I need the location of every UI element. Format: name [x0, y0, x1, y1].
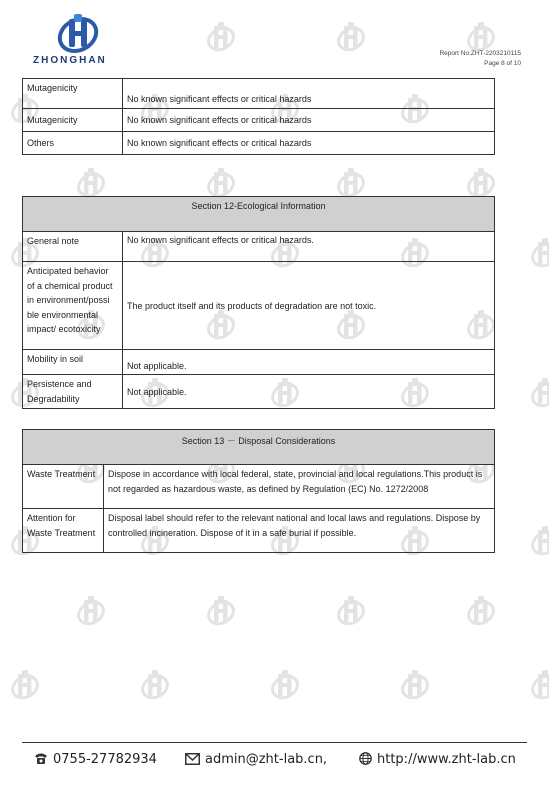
section-12-table — [22, 196, 495, 409]
watermark-logo-icon — [336, 596, 366, 628]
toxicology-continuation-table — [22, 78, 495, 155]
watermark-logo-icon — [10, 670, 40, 702]
table-row — [23, 375, 495, 409]
watermark-logo-icon — [466, 596, 496, 628]
table-row — [23, 465, 495, 509]
watermark-logo-icon — [530, 670, 549, 702]
row-label: Mutagenicity — [23, 79, 123, 109]
section-13-table — [22, 429, 495, 553]
table-row — [23, 109, 495, 132]
table-row — [23, 79, 495, 109]
phone-number: 0755-27782934 — [53, 752, 157, 767]
brand-name: ZHONGHAN — [33, 55, 107, 66]
envelope-icon — [185, 753, 200, 765]
watermark-logo-icon — [336, 22, 366, 54]
row-label: Waste Treatment — [23, 465, 104, 509]
phone-icon — [34, 752, 48, 765]
table-row — [23, 350, 495, 375]
row-label: Attention for Waste Treatment — [23, 509, 104, 553]
row-value: Not applicable. — [123, 350, 495, 375]
watermark-logo-icon — [530, 378, 549, 410]
table-row — [23, 232, 495, 262]
report-info — [439, 49, 521, 69]
row-label: Persistence and Degradability — [23, 375, 123, 409]
zhonghan-logo-icon — [56, 13, 100, 53]
row-value: Not applicable. — [123, 375, 495, 409]
footer-website — [359, 752, 516, 767]
watermark-logo-icon — [530, 526, 549, 558]
watermark-logo-icon — [206, 596, 236, 628]
table-row — [23, 262, 495, 350]
row-value: No known significant effects or critical hazards. — [123, 232, 495, 262]
row-value: The product itself and its products of degradation are not toxic. — [123, 262, 495, 350]
footer-phone — [34, 752, 157, 767]
section-header — [23, 197, 495, 232]
row-label: Anticipated behavior of a chemical product in environment/possi ble environmental impact/ ecotoxicity — [23, 262, 123, 350]
row-value: Dispose in accordance with local federal, state, provincial and local regulations.This product is not regarded as hazardous waste, as defined by Regulation (EC) No. 1272/2008 — [104, 465, 495, 509]
row-label: Mobility in soil — [23, 350, 123, 375]
footer-divider — [22, 742, 527, 743]
section-header — [23, 430, 495, 465]
watermark-logo-icon — [400, 670, 430, 702]
row-value: Disposal label should refer to the relevant national and local laws and regulations. Dispose by controlled incineration. Dispose of it in a safe burial if possible. — [104, 509, 495, 553]
row-label: Mutagenicity — [23, 109, 123, 132]
section-title: Section 12-Ecological Information — [23, 197, 495, 232]
watermark-logo-icon — [76, 596, 106, 628]
page-number: Page 8 of 10 — [484, 60, 521, 67]
watermark-logo-icon — [140, 670, 170, 702]
email-address: admin@zht-lab.cn, — [205, 752, 328, 767]
row-value: No known significant effects or critical hazards — [123, 79, 495, 109]
watermark-logo-icon — [530, 238, 549, 270]
report-number: Report No:ZHT-2203210115 — [439, 50, 521, 57]
globe-icon — [359, 752, 372, 765]
row-value: No known significant effects or critical hazards — [123, 132, 495, 155]
row-label: Others — [23, 132, 123, 155]
table-row — [23, 132, 495, 155]
table-row — [23, 509, 495, 553]
website-url: http://www.zht-lab.cn — [377, 752, 516, 767]
watermark-logo-icon — [270, 670, 300, 702]
section-title: Section 13 － Disposal Considerations — [23, 430, 495, 465]
watermark-logo-icon — [206, 22, 236, 54]
footer-email — [185, 752, 327, 767]
row-value: No known significant effects or critical hazards — [123, 109, 495, 132]
row-label: General note — [23, 232, 123, 262]
